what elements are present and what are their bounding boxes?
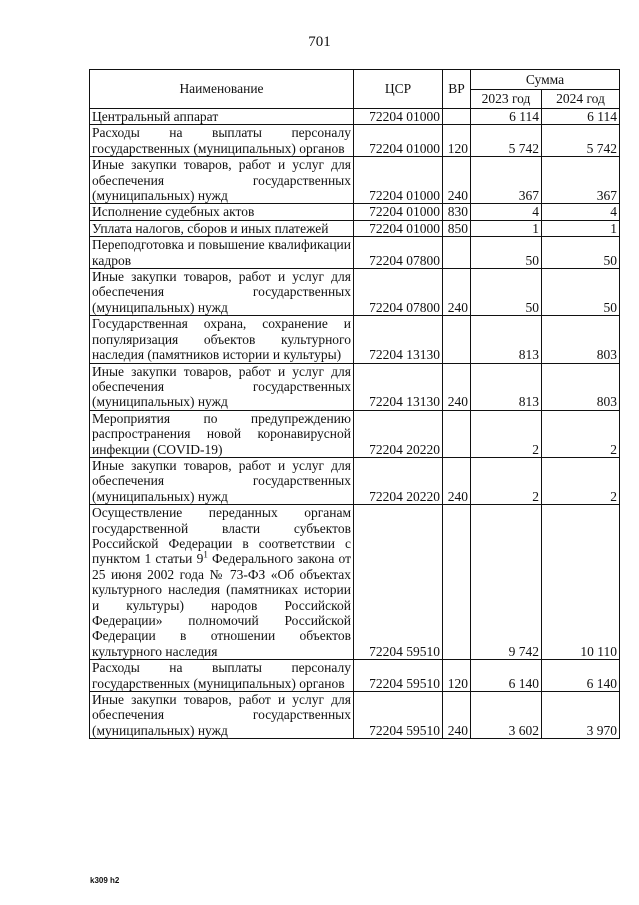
row-sum-2023: 367 (471, 157, 542, 204)
row-csr: 72204 20220 (354, 457, 443, 504)
row-vr: 240 (443, 692, 471, 739)
footer-document-code: k309 h2 (90, 876, 120, 885)
row-sum-2024: 50 (542, 269, 620, 316)
budget-table (89, 69, 620, 739)
row-vr: 240 (443, 269, 471, 316)
row-name: Расходы на выплаты персоналу государственных (муниципальных) органов (90, 660, 354, 692)
row-vr (443, 505, 471, 660)
row-csr: 72204 59510 (354, 505, 443, 660)
row-sum-2023: 3 602 (471, 692, 542, 739)
row-name: Центральный аппарат (90, 109, 354, 125)
page-number: 701 (308, 34, 331, 50)
row-vr: 240 (443, 157, 471, 204)
header-sum: Сумма (471, 70, 620, 90)
row-sum-2024: 6 140 (542, 660, 620, 692)
row-name: Иные закупки товаров, работ и услуг для обеспечения государственных (муниципальных) нужд (90, 157, 354, 204)
row-name: Расходы на выплаты персоналу государственных (муниципальных) органов (90, 125, 354, 157)
row-sum-2023: 813 (471, 316, 542, 363)
table-row (90, 220, 620, 236)
row-vr: 850 (443, 220, 471, 236)
row-name: Исполнение судебных актов (90, 204, 354, 220)
row-sum-2023: 4 (471, 204, 542, 220)
row-csr: 72204 59510 (354, 692, 443, 739)
table-row (90, 660, 620, 692)
row-sum-2024: 3 970 (542, 692, 620, 739)
row-vr: 240 (443, 457, 471, 504)
header-vr: ВР (443, 70, 471, 109)
row-csr: 72204 13130 (354, 316, 443, 363)
row-csr: 72204 07800 (354, 269, 443, 316)
row-name: Уплата налогов, сборов и иных платежей (90, 220, 354, 236)
row-sum-2024: 2 (542, 457, 620, 504)
row-csr: 72204 20220 (354, 410, 443, 457)
table-row (90, 363, 620, 410)
row-sum-2024: 803 (542, 363, 620, 410)
table-row (90, 109, 620, 125)
row-name-text-after: Федерального закона от 25 июня 2002 года № 73-ФЗ «Об объектах культурного наследия (памятниках истории и культуры) народов Российской Федерации» полномочий Российской Федерации в отношении объектов культурного наследия (92, 551, 351, 659)
table-row (90, 692, 620, 739)
row-sum-2023: 6 114 (471, 109, 542, 125)
row-sum-2023: 2 (471, 457, 542, 504)
row-sum-2023: 5 742 (471, 125, 542, 157)
row-vr (443, 109, 471, 125)
table-row (90, 505, 620, 660)
row-sum-2023: 1 (471, 220, 542, 236)
table-row (90, 269, 620, 316)
header-year-2023: 2023 год (471, 89, 542, 109)
row-csr: 72204 01000 (354, 220, 443, 236)
table-row (90, 204, 620, 220)
table-row (90, 410, 620, 457)
row-sum-2024: 50 (542, 237, 620, 269)
table-row (90, 316, 620, 363)
table-row (90, 237, 620, 269)
row-sum-2023: 50 (471, 237, 542, 269)
row-name-text-before: Осуществление переданных органам государственной власти субъектов Российской Федерации в соответствии с пунктом 1 статьи 9 (92, 505, 351, 567)
row-name (90, 505, 354, 660)
row-sum-2023: 2 (471, 410, 542, 457)
row-csr: 72204 01000 (354, 109, 443, 125)
header-year-2024: 2024 год (542, 89, 620, 109)
row-csr: 72204 07800 (354, 237, 443, 269)
header-name: Наименование (90, 70, 354, 109)
row-vr (443, 410, 471, 457)
row-vr (443, 316, 471, 363)
row-csr: 72204 01000 (354, 204, 443, 220)
row-csr: 72204 59510 (354, 660, 443, 692)
header-row (90, 70, 620, 90)
row-sum-2024: 10 110 (542, 505, 620, 660)
row-sum-2024: 5 742 (542, 125, 620, 157)
row-csr: 72204 01000 (354, 125, 443, 157)
row-vr: 120 (443, 125, 471, 157)
row-name: Иные закупки товаров, работ и услуг для обеспечения государственных (муниципальных) нужд (90, 363, 354, 410)
row-sum-2024: 4 (542, 204, 620, 220)
row-sum-2024: 6 114 (542, 109, 620, 125)
table-row (90, 125, 620, 157)
header-csr: ЦСР (354, 70, 443, 109)
row-sum-2023: 50 (471, 269, 542, 316)
row-name: Иные закупки товаров, работ и услуг для обеспечения государственных (муниципальных) нужд (90, 269, 354, 316)
row-vr (443, 237, 471, 269)
row-sum-2023: 6 140 (471, 660, 542, 692)
table-row (90, 457, 620, 504)
row-csr: 72204 13130 (354, 363, 443, 410)
row-sum-2024: 367 (542, 157, 620, 204)
row-sum-2024: 2 (542, 410, 620, 457)
row-vr: 120 (443, 660, 471, 692)
row-name: Иные закупки товаров, работ и услуг для обеспечения государственных (муниципальных) нужд (90, 457, 354, 504)
row-vr: 240 (443, 363, 471, 410)
row-name: Мероприятия по предупреждению распространения новой коронавирусной инфекции (COVID-19) (90, 410, 354, 457)
row-name-superscript: 1 (203, 549, 208, 560)
row-name: Иные закупки товаров, работ и услуг для обеспечения государственных (муниципальных) нужд (90, 692, 354, 739)
table-row (90, 157, 620, 204)
row-vr: 830 (443, 204, 471, 220)
row-csr: 72204 01000 (354, 157, 443, 204)
row-name: Переподготовка и повышение квалификации кадров (90, 237, 354, 269)
row-sum-2023: 9 742 (471, 505, 542, 660)
row-sum-2024: 1 (542, 220, 620, 236)
row-sum-2023: 813 (471, 363, 542, 410)
row-sum-2024: 803 (542, 316, 620, 363)
row-name: Государственная охрана, сохранение и популяризация объектов культурного наследия (памятников истории и культуры) (90, 316, 354, 363)
